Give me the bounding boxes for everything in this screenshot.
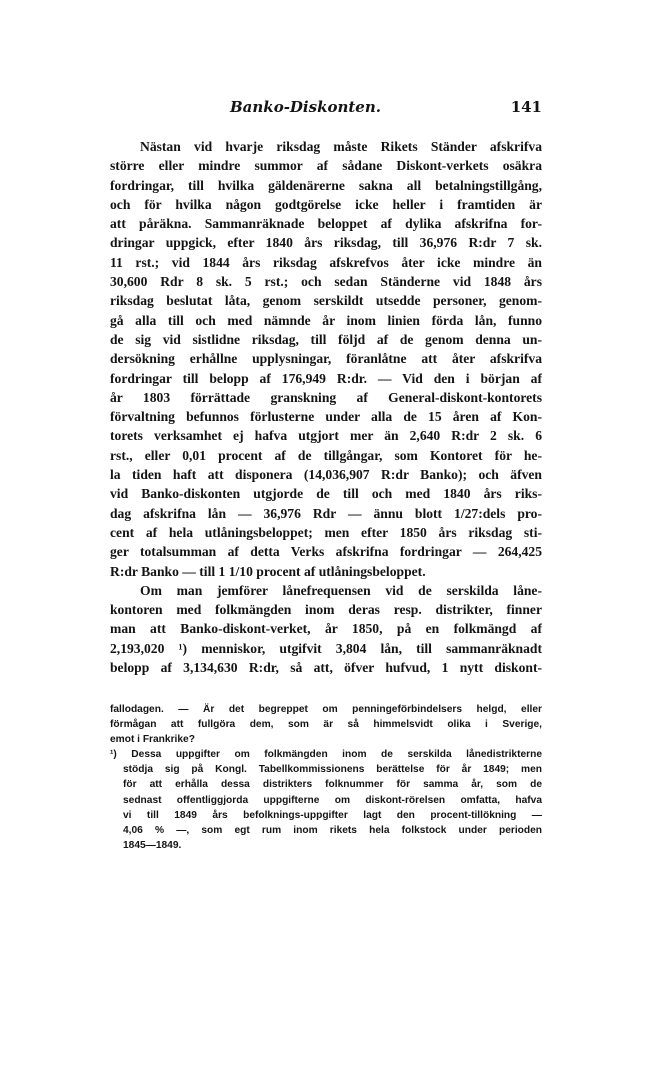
text-line: torets verksamhet ej hafva utgjort mer än 2,640 R:dr 2 sk. 6 [110, 428, 542, 444]
page-header [110, 98, 542, 122]
text-line: cent af hela utlåningsbeloppet; men efter 1850 års riksdag sti- [110, 524, 542, 540]
text-line: belopp af 3,134,630 R:dr, så att, öfver hufvud, 1 nytt diskont- [110, 660, 542, 676]
footnote-line: ¹) Dessa uppgifter om folkmängden inom de serskilda lånedistrikterne [110, 749, 542, 761]
footnote-line: förmågan att fullgöra dem, som är så himmelsvidt olika i Sverige, [110, 719, 542, 731]
text-line: 2,193,020 ¹) menniskor, utgifvit 3,804 lån, till sammanräknadt [110, 640, 542, 656]
text-line: R:dr Banko — till 1 1/10 procent af utlåningsbeloppet. [110, 563, 426, 579]
text-line: dag afskrifna lån — 36,976 Rdr — ännu blott 1/27:dels pro- [110, 505, 542, 521]
footnote-line: vi till 1849 års befolknings-uppgifter lagt den procent-tillökning — [123, 809, 542, 821]
text-line: att påräkna. Sammanräknade beloppet af dylika afskrifna for- [110, 216, 542, 232]
text-line: Om man jemförer lånefrequensen vid de serskilda låne- [140, 582, 542, 598]
text-line: Nästan vid hvarje riksdag måste Rikets Ständer afskrifva [140, 139, 542, 154]
text-line: gå alla till och med nämnde år inom linien förda lån, funno [110, 312, 542, 328]
text-line: större eller mindre summor af sådane Diskont-verkets osäkra [110, 158, 542, 174]
text-line: riksdag beslutat låta, genom serskildt utsedde personer, genom- [110, 293, 542, 309]
text-line: dersökning erhållne upplysningar, föranlåtne att åter afskrifva [110, 351, 542, 367]
footnote-line: emot i Frankrike? [110, 734, 195, 746]
text-line: förvaltning befunnos förlusterne under alla de 15 åren af Kon- [110, 409, 542, 425]
text-line: la tiden haft att disponera (14,036,907 R:dr Banko); och äfven [110, 467, 542, 483]
text-line: 30,600 Rdr 8 sk. 5 rst.; och sedan Ständerne vid 1848 års [110, 274, 542, 290]
footnote-line: 4,06 % —, som egt rum inom rikets hela folkstock under perioden [123, 824, 542, 836]
body-text [110, 137, 542, 677]
footnote-line: 1845—1849. [123, 839, 182, 851]
text-line: fordringar, till hvilka gäldenärerne sakna all betalningstillgång, [110, 177, 542, 193]
text-line: ger totalsumman af detta Verks afskrifna fordringar — 264,425 [110, 544, 542, 560]
text-line: vid Banko-diskonten utgjorde de till och med 1840 års riks- [110, 486, 542, 502]
footnote-line: stödja sig på Kongl. Tabellkommissionens berättelse för år 1849; men [123, 764, 542, 776]
running-title: Banko-Diskonten. [230, 98, 381, 116]
text-line: 11 rst.; vid 1844 års riksdag afskrefvos åter icke mindre än [110, 254, 542, 270]
text-line: och för hvilka någon godtgörelse icke heller i framtiden är [110, 196, 542, 212]
footnotes [110, 702, 542, 853]
text-line: rst., eller 0,01 procent af de tillgångar, som Kontoret för he- [110, 447, 542, 463]
text-line: dringar uppgick, efter 1840 års riksdag, till 36,976 R:dr 7 sk. [110, 235, 542, 251]
text-line: år 1803 förrättade granskning af General-diskont-kontorets [110, 389, 542, 405]
footnote-line: fallodagen. — Är det begreppet om penningeförbindelsers helgd, eller [110, 704, 542, 715]
page-number: 141 [510, 98, 542, 116]
footnote-line: sednast offentliggjorda uppgifterne om diskont-rörelsen omfatta, hafva [123, 794, 542, 806]
text-line: de sig vid sistlidne riksdag, till följd af de genom denna un- [110, 331, 542, 347]
text-line: man att Banko-diskont-verket, år 1850, på en folkmängd af [110, 621, 542, 637]
footnote-line: för att erhålla dessa distrikters folknummer för samma år, som de [123, 779, 542, 791]
text-line: fordringar till belopp af 176,949 R:dr. — Vid den i början af [110, 370, 542, 386]
text-line: kontoren med folkmängden inom deras resp. distrikter, finner [110, 602, 542, 618]
